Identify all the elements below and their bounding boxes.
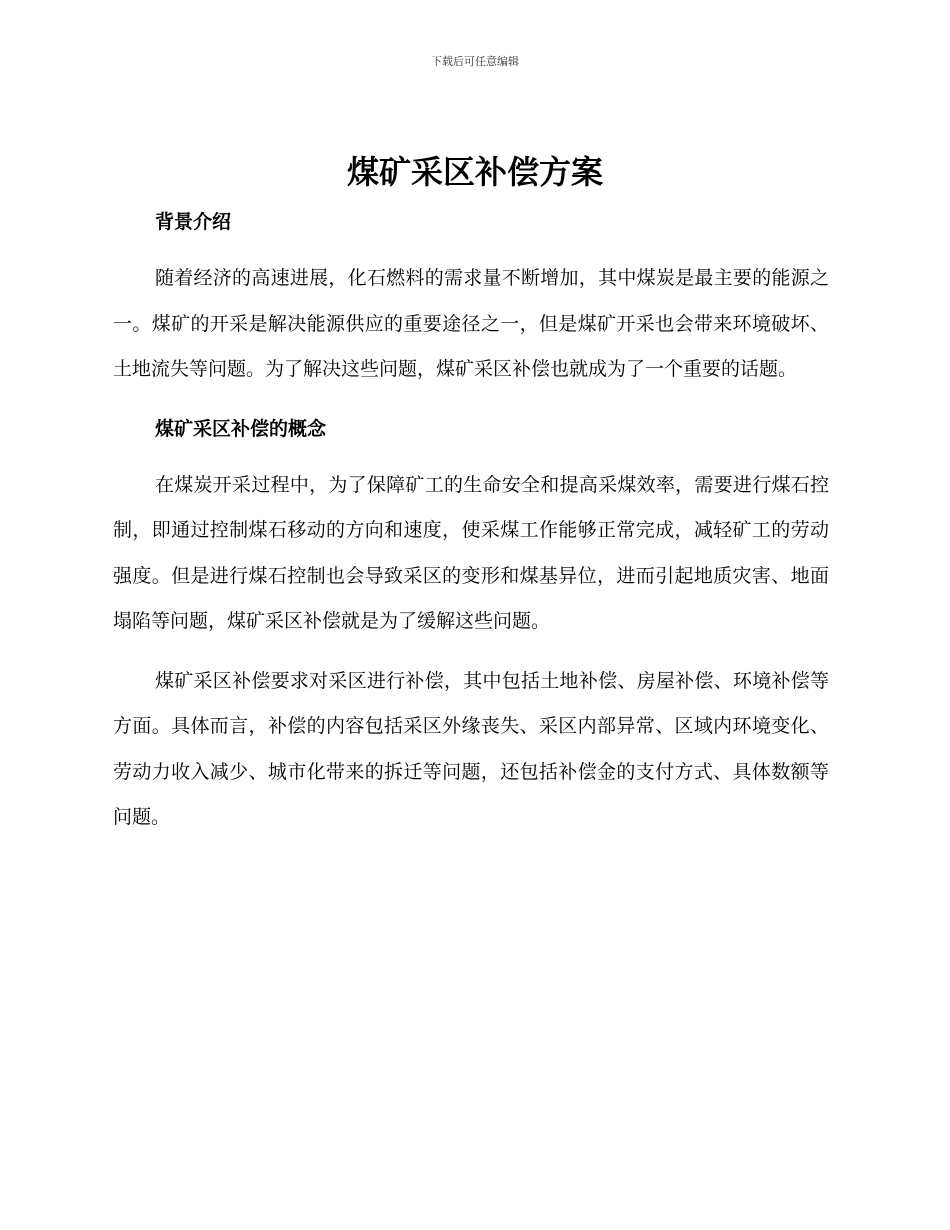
document-body bbox=[113, 200, 829, 841]
section-heading-concept: 煤矿采区补偿的概念 bbox=[155, 417, 327, 440]
paragraph-background: 随着经济的高速进展，化石燃料的需求量不断增加，其中煤炭是最主要的能源之一。煤矿的开采是解决能源供应的重要途径之一，但是煤矿开采也会带来环境破坏、土地流失等问题。为了解决这些问题，煤矿采区补偿也就成为了一个重要的话题。 bbox=[113, 267, 829, 380]
section-heading-background: 背景介绍 bbox=[155, 211, 232, 233]
paragraph-concept-2: 煤矿采区补偿要求对采区进行补偿，其中包括土地补偿、房屋补偿、环境补偿等方面。具体而言，补偿的内容包括采区外缘丧失、采区内部异常、区域内环境变化、劳动力收入减少、城市化带来的拆迁等问题，还包括补偿金的支付方式、具体数额等问题。 bbox=[113, 669, 829, 828]
document-title: 煤矿采区补偿方案 bbox=[346, 153, 603, 191]
page-header-note: 下载后可任意编辑 bbox=[431, 55, 519, 68]
paragraph-concept-1: 在煤炭开采过程中，为了保障矿工的生命安全和提高采煤效率，需要进行煤石控制，即通过控制煤石移动的方向和速度，使采煤工作能够正常完成，减轻矿工的劳动强度。但是进行煤石控制也会导致采区的变形和煤基异位，进而引起地质灾害、地面塌陷等问题，煤矿采区补偿就是为了缓解这些问题。 bbox=[113, 473, 829, 632]
